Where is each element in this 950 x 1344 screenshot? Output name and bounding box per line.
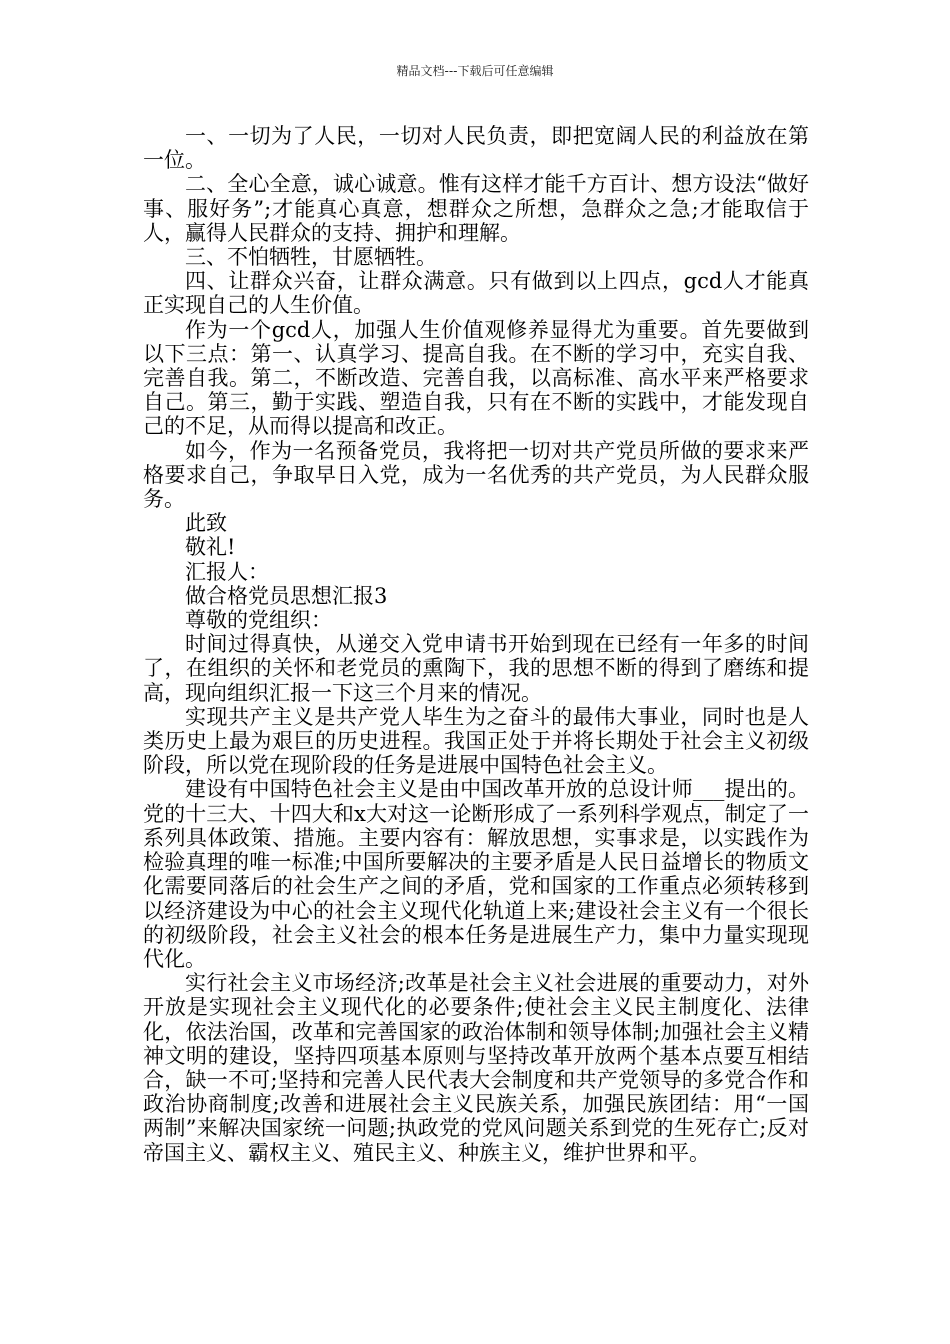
report-title: 做合格党员思想汇报3 xyxy=(185,583,388,608)
paragraph: 建设有中国特色社会主义是由中国改革开放的总设计师___提出的。党的十三大、十四大和x大对这一论断形成了一系列科学观点，制定了一系列具体政策、措施。主要内容有：解放思想，实事求是，以实践作为检验真理的唯一标准;中国所要解决的主要矛盾是人民日益增长的物质文化需要同落后的社会生产之间的矛盾，党和国家的工作重点必须转移到以经济建设为中心的社会主义现代化轨道上来;建设社会主义有一个很长的初级阶段，社会主义社会的根本任务是进展生产力，集中力量实现现代化。 xyxy=(143,777,809,971)
page-header: 精品文档---下载后可任意编辑 xyxy=(396,64,554,78)
paragraph: 三、不怕牺牲，甘愿牺牲。 xyxy=(185,245,437,270)
paragraph: 实行社会主义市场经济;改革是社会主义社会进展的重要动力，对外开放是实现社会主义现代化的必要条件;使社会主义民主制度化、法律化，依法治国，改革和完善国家的政治体制和领导体制;加强社会主义精神文明的建设，坚持四项基本原则与坚持改革开放两个基本点要互相结合，缺一不可;坚持和完善人民代表大会制度和共产党领导的多党合作和政治协商制度;改善和进展社会主义民族关系，加强民族团结：用“一国两制”来解决国家统一问题;执政党的党风问题关系到党的生死存亡;反对帝国主义、霸权主义、殖民主义、种族主义，维护世界和平。 xyxy=(143,971,809,1165)
paragraph: 作为一个gcd人，加强人生价值观修养显得尤为重要。首先要做到以下三点：第一、认真学习、提高自我。在不断的学习中，充实自我、完善自我。第二，不断改造、完善自我，以高标准、高水平来严格要求自己。第三，勤于实践、塑造自我，只有在不断的实践中，才能发现自己的不足，从而得以提高和改正。 xyxy=(143,317,809,439)
paragraph: 二、全心全意，诚心诚意。惟有这样才能千方百计、想方设法“做好事、服好务”;才能真心真意，想群众之所想，急群众之急;才能取信于人，赢得人民群众的支持、拥护和理解。 xyxy=(143,172,809,245)
greeting: 尊敬的党组织： xyxy=(185,608,332,633)
closing-regards: 敬礼! xyxy=(185,535,236,560)
paragraph: 一、一切为了人民，一切对人民负责，即把宽阔人民的利益放在第一位。 xyxy=(143,124,809,173)
reporter-label: 汇报人： xyxy=(185,559,269,584)
paragraph: 时间过得真快，从递交入党申请书开始到现在已经有一年多的时间了，在组织的关怀和老党员的熏陶下，我的思想不断的得到了磨练和提高，现向组织汇报一下这三个月来的情况。 xyxy=(143,632,809,705)
closing-salutation: 此致 xyxy=(185,511,227,536)
paragraph: 四、让群众兴奋，让群众满意。只有做到以上四点，gcd人才能真正实现自己的人生价值。 xyxy=(143,269,809,318)
document-body xyxy=(143,124,809,1165)
paragraph: 实现共产主义是共产党人毕生为之奋斗的最伟大事业，同时也是人类历史上最为艰巨的历史进程。我国正处于并将长期处于社会主义初级阶段，所以党在现阶段的任务是进展中国特色社会主义。 xyxy=(143,704,809,778)
paragraph: 如今，作为一名预备党员，我将把一切对共产党员所做的要求来严格要求自己，争取早日入党，成为一名优秀的共产党员，为人民群众服务。 xyxy=(143,438,809,512)
